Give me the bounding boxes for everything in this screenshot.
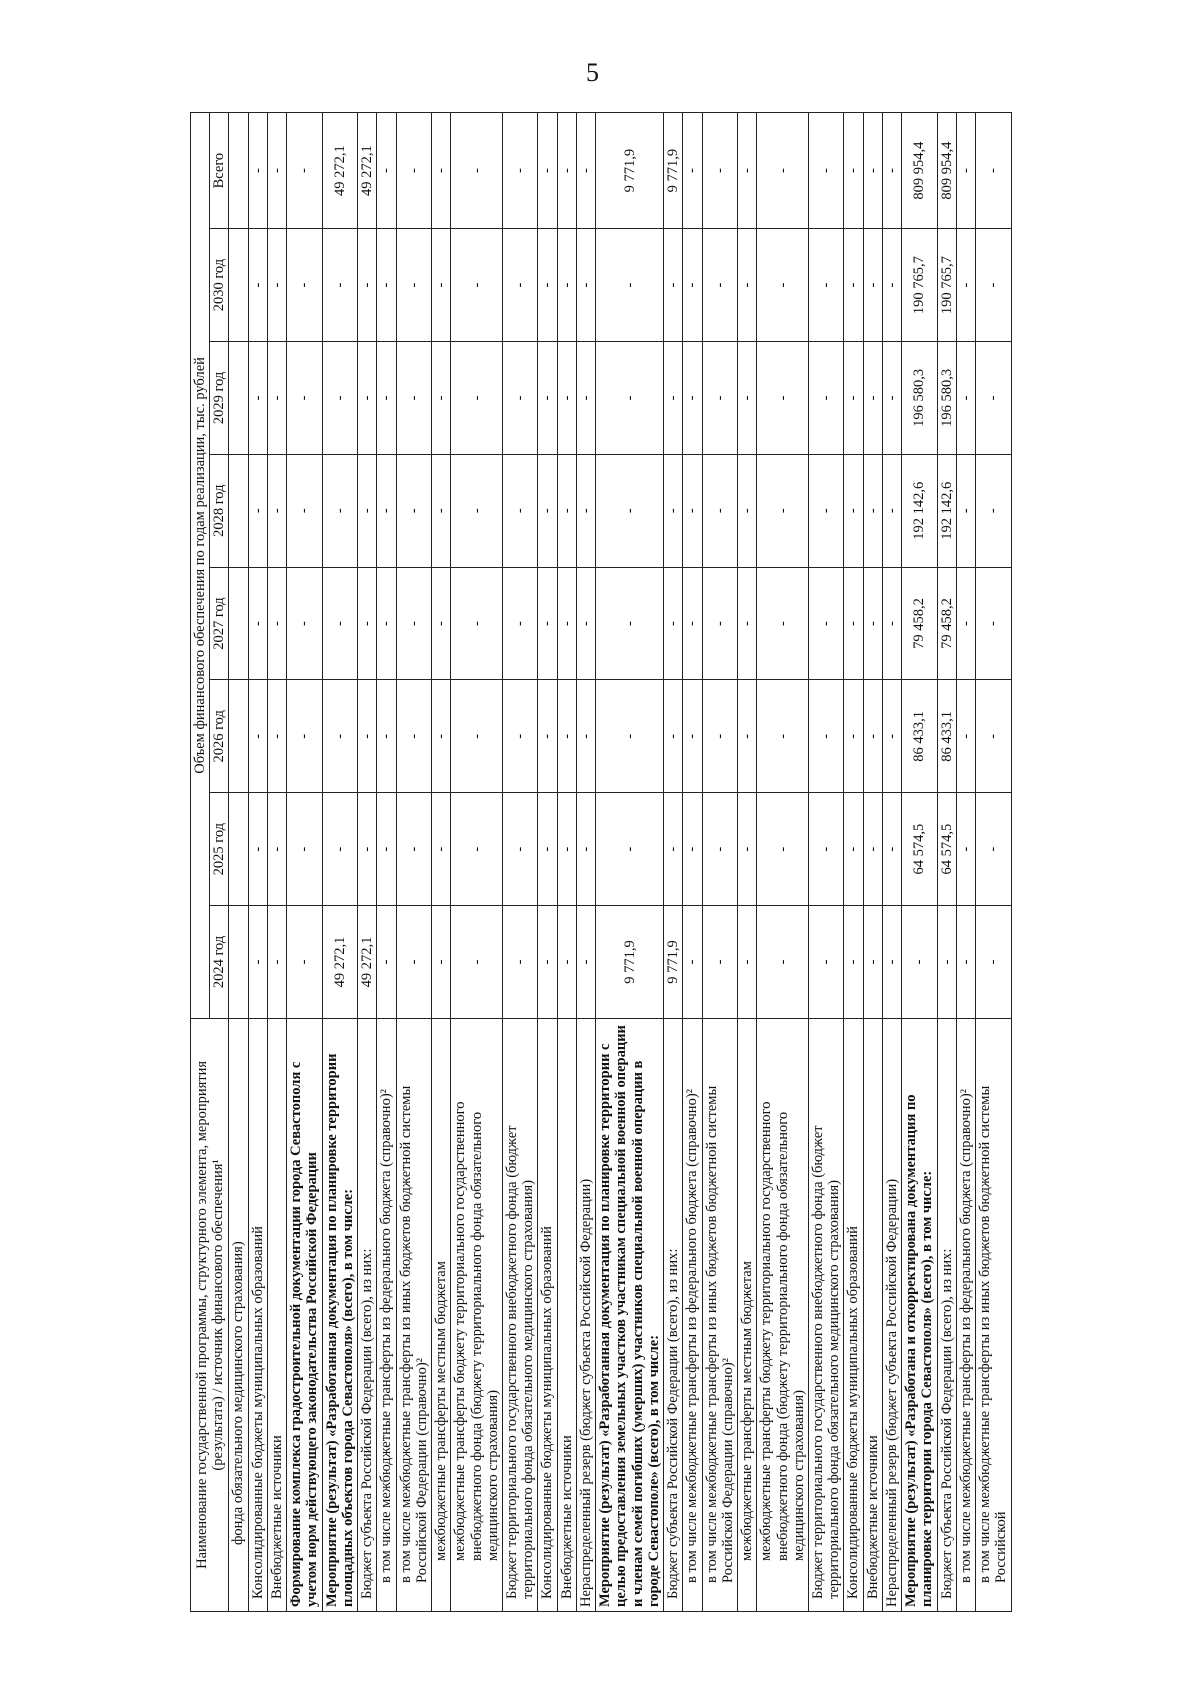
row-value-cell: - — [844, 793, 863, 906]
row-value-cell: - — [738, 680, 757, 793]
table-row — [976, 113, 1011, 1612]
row-value-cell: - — [557, 229, 576, 342]
row-value-cell: - — [451, 567, 503, 680]
row-value-cell: - — [432, 341, 451, 454]
row-total-cell: 9 771,9 — [664, 113, 683, 229]
table-row — [396, 113, 431, 1612]
table-row — [576, 113, 595, 1612]
row-name-cell: Консолидированные бюджеты муниципальных образований — [844, 1018, 863, 1611]
table-row — [863, 113, 882, 1612]
row-value-cell: - — [377, 680, 396, 793]
row-name-cell: межбюджетные трансферты местным бюджетам — [738, 1018, 757, 1611]
row-value-cell: - — [576, 906, 595, 1019]
row-value-cell: 79 458,2 — [937, 567, 956, 680]
row-value-cell: - — [844, 567, 863, 680]
row-value-cell: - — [882, 680, 901, 793]
row-value-cell: - — [702, 906, 737, 1019]
name-column-header: Наименование государственной программы, структурного элемента, мероприятия (результата) / источник финансового обеспечения¹ — [191, 1018, 229, 1611]
year-header: 2026 год — [210, 680, 229, 793]
row-value-cell: - — [576, 454, 595, 567]
row-value-cell: - — [882, 454, 901, 567]
row-value-cell: - — [664, 341, 683, 454]
row-value-cell: - — [596, 454, 664, 567]
row-total-cell: 809 954,4 — [902, 113, 937, 229]
row-value-cell: - — [502, 341, 537, 454]
row-name-cell: межбюджетные трансферты бюджету территориального государственного внебюджетного фонда (бюджету территориального фонда обязательного медицинского страхования) — [757, 1018, 809, 1611]
row-value-cell — [229, 567, 248, 680]
row-total-cell: - — [451, 113, 503, 229]
row-value-cell: - — [808, 341, 843, 454]
row-value-cell: - — [377, 341, 396, 454]
row-value-cell: - — [248, 567, 267, 680]
row-value-cell: - — [377, 793, 396, 906]
row-value-cell: - — [956, 906, 975, 1019]
table-row — [937, 113, 956, 1612]
row-name-cell: межбюджетные трансферты местным бюджетам — [432, 1018, 451, 1611]
row-value-cell: - — [596, 680, 664, 793]
row-value-cell: - — [557, 906, 576, 1019]
row-total-cell: - — [757, 113, 809, 229]
row-value-cell: - — [956, 793, 975, 906]
row-name-cell: Бюджет субъекта Российской Федерации (всего), из них: — [664, 1018, 683, 1611]
row-name-cell: в том числе межбюджетные трансферты из федерального бюджета (справочно)² — [377, 1018, 396, 1611]
row-value-cell: - — [451, 793, 503, 906]
row-total-cell: - — [557, 113, 576, 229]
table-row — [502, 113, 537, 1612]
row-value-cell: - — [844, 906, 863, 1019]
row-value-cell: - — [757, 680, 809, 793]
row-total-cell: - — [287, 113, 322, 229]
row-value-cell: - — [757, 229, 809, 342]
row-total-cell: - — [844, 113, 863, 229]
row-value-cell: - — [538, 454, 557, 567]
row-value-cell: - — [396, 906, 431, 1019]
row-name-cell: в том числе межбюджетные трансферты из иных бюджетов бюджетной системы Российской Федерации (справочно)² — [702, 1018, 737, 1611]
row-value-cell: - — [502, 567, 537, 680]
row-value-cell: - — [322, 567, 357, 680]
row-value-cell: - — [976, 341, 1011, 454]
row-name-cell: Внебюджетные источники — [863, 1018, 882, 1611]
table-row — [267, 113, 286, 1612]
row-value-cell: - — [396, 454, 431, 567]
row-value-cell: - — [738, 793, 757, 906]
row-value-cell: - — [976, 793, 1011, 906]
row-value-cell: - — [538, 341, 557, 454]
row-value-cell: - — [664, 567, 683, 680]
row-name-cell: Внебюджетные источники — [267, 1018, 286, 1611]
table-row — [683, 113, 702, 1612]
row-total-cell: - — [863, 113, 882, 229]
row-value-cell: - — [863, 793, 882, 906]
row-name-cell: Бюджет субъекта Российской Федерации (всего), из них: — [937, 1018, 956, 1611]
row-total-cell: 49 272,1 — [322, 113, 357, 229]
table-row — [902, 113, 937, 1612]
page-number: 5 — [586, 58, 599, 87]
row-value-cell: - — [377, 229, 396, 342]
row-value-cell: - — [702, 793, 737, 906]
row-value-cell: - — [937, 906, 956, 1019]
row-value-cell: 190 765,7 — [902, 229, 937, 342]
row-value-cell: - — [451, 680, 503, 793]
row-value-cell: - — [863, 680, 882, 793]
row-value-cell: - — [882, 793, 901, 906]
row-value-cell: - — [683, 906, 702, 1019]
row-name-cell: Бюджет территориального государственного внебюджетного фонда (бюджет территориального фонда обязательного медицинского страхования) — [502, 1018, 537, 1611]
row-value-cell: - — [576, 793, 595, 906]
row-value-cell: - — [396, 793, 431, 906]
row-total-cell: 9 771,9 — [596, 113, 664, 229]
row-value-cell: - — [738, 454, 757, 567]
row-value-cell: - — [576, 341, 595, 454]
row-value-cell: - — [502, 680, 537, 793]
row-name-cell: Внебюджетные источники — [557, 1018, 576, 1611]
row-value-cell: 192 142,6 — [937, 454, 956, 567]
row-value-cell: - — [738, 567, 757, 680]
row-value-cell: - — [502, 229, 537, 342]
table-row — [557, 113, 576, 1612]
table-row — [757, 113, 809, 1612]
row-value-cell: - — [863, 906, 882, 1019]
row-total-cell: - — [738, 113, 757, 229]
row-value-cell: - — [432, 229, 451, 342]
row-value-cell: - — [683, 454, 702, 567]
row-value-cell: - — [738, 341, 757, 454]
row-value-cell: - — [882, 341, 901, 454]
row-value-cell: - — [956, 567, 975, 680]
row-value-cell: - — [358, 680, 377, 793]
row-total-cell: - — [248, 113, 267, 229]
row-total-cell: - — [538, 113, 557, 229]
row-value-cell: - — [576, 229, 595, 342]
row-value-cell: - — [596, 793, 664, 906]
row-name-cell: Мероприятие (результат) «Разработана и откорректирована документация по планировке территории города Севастополя» (всего), в том числе: — [902, 1018, 937, 1611]
row-total-cell: - — [683, 113, 702, 229]
row-value-cell: - — [248, 793, 267, 906]
row-value-cell: - — [322, 341, 357, 454]
row-value-cell: - — [863, 567, 882, 680]
table-row — [451, 113, 503, 1612]
row-total-cell — [229, 113, 248, 229]
row-value-cell: 79 458,2 — [902, 567, 937, 680]
row-value-cell: - — [664, 454, 683, 567]
row-value-cell: - — [557, 680, 576, 793]
row-total-cell: 49 272,1 — [358, 113, 377, 229]
table-row — [287, 113, 322, 1612]
row-total-cell: 809 954,4 — [937, 113, 956, 229]
row-total-cell: - — [396, 113, 431, 229]
row-value-cell: 196 580,3 — [902, 341, 937, 454]
row-value-cell: - — [358, 567, 377, 680]
row-name-cell: Консолидированные бюджеты муниципальных образований — [248, 1018, 267, 1611]
row-value-cell: 49 272,1 — [322, 906, 357, 1019]
row-value-cell: - — [702, 341, 737, 454]
budget-table — [190, 112, 1012, 1612]
row-value-cell: - — [757, 341, 809, 454]
row-value-cell: - — [248, 341, 267, 454]
row-value-cell: - — [757, 567, 809, 680]
table-row — [596, 113, 664, 1612]
row-value-cell: - — [267, 567, 286, 680]
row-value-cell: - — [287, 793, 322, 906]
row-value-cell: 9 771,9 — [664, 906, 683, 1019]
row-value-cell: - — [863, 341, 882, 454]
row-value-cell: - — [956, 454, 975, 567]
row-value-cell: - — [757, 906, 809, 1019]
row-value-cell: - — [902, 906, 937, 1019]
row-value-cell: - — [248, 454, 267, 567]
table-row — [808, 113, 843, 1612]
row-value-cell: - — [702, 567, 737, 680]
row-value-cell: - — [683, 680, 702, 793]
row-value-cell: - — [322, 454, 357, 567]
row-value-cell: - — [863, 229, 882, 342]
row-value-cell: - — [738, 229, 757, 342]
row-name-cell: Бюджет территориального государственного внебюджетного фонда (бюджет территориального фонда обязательного медицинского страхования) — [808, 1018, 843, 1611]
row-value-cell: - — [976, 567, 1011, 680]
row-value-cell: - — [664, 793, 683, 906]
row-value-cell: - — [267, 793, 286, 906]
row-total-cell: - — [956, 113, 975, 229]
row-value-cell: - — [538, 680, 557, 793]
row-value-cell: - — [683, 229, 702, 342]
row-value-cell: - — [596, 229, 664, 342]
row-value-cell: - — [377, 906, 396, 1019]
row-name-cell: Мероприятие (результат) «Разработанная документация по планировке территории с целью предоставления земельных участков участникам специальной военной операции и членам семей погибших (умерших) участников специальной военной операции в городе Севастополе» (всего), в том числе: — [596, 1018, 664, 1611]
row-value-cell — [229, 680, 248, 793]
row-value-cell: - — [557, 454, 576, 567]
row-value-cell: - — [683, 341, 702, 454]
row-value-cell: - — [502, 906, 537, 1019]
row-total-cell: - — [882, 113, 901, 229]
total-header: Всего — [210, 113, 229, 229]
row-value-cell: - — [377, 454, 396, 567]
row-name-cell: Бюджет субъекта Российской Федерации (всего), из них: — [358, 1018, 377, 1611]
row-name-cell: Консолидированные бюджеты муниципальных образований — [538, 1018, 557, 1611]
row-value-cell: 86 433,1 — [937, 680, 956, 793]
row-value-cell: - — [976, 454, 1011, 567]
row-value-cell: - — [358, 229, 377, 342]
row-value-cell: 64 574,5 — [902, 793, 937, 906]
row-value-cell: - — [287, 341, 322, 454]
row-value-cell: - — [808, 793, 843, 906]
row-value-cell: - — [432, 454, 451, 567]
table-row — [358, 113, 377, 1612]
row-value-cell: - — [538, 229, 557, 342]
row-value-cell: - — [664, 229, 683, 342]
row-value-cell: - — [538, 567, 557, 680]
row-value-cell: - — [863, 454, 882, 567]
row-value-cell: - — [956, 341, 975, 454]
row-value-cell: 196 580,3 — [937, 341, 956, 454]
row-value-cell: - — [882, 906, 901, 1019]
row-value-cell: - — [808, 680, 843, 793]
row-value-cell — [229, 229, 248, 342]
row-value-cell: - — [396, 567, 431, 680]
row-name-cell: в том числе межбюджетные трансферты из иных бюджетов бюджетной системы Российской — [976, 1018, 1011, 1611]
row-value-cell: - — [757, 454, 809, 567]
table-row — [248, 113, 267, 1612]
row-name-cell: Формирование комплекса градостроительной документации города Севастополя с учетом норм действующего законодательства Российской Федерации — [287, 1018, 322, 1611]
row-value-cell: - — [844, 680, 863, 793]
year-header: 2029 год — [210, 341, 229, 454]
year-header: 2030 год — [210, 229, 229, 342]
row-value-cell: 190 765,7 — [937, 229, 956, 342]
table-row — [882, 113, 901, 1612]
row-value-cell: - — [557, 567, 576, 680]
year-header: 2025 год — [210, 793, 229, 906]
row-name-cell: Мероприятие (результат) «Разработанная документация по планировке территории площадных объектов города Севастополя» (всего), в том числе: — [322, 1018, 357, 1611]
table-row — [377, 113, 396, 1612]
row-value-cell: 64 574,5 — [937, 793, 956, 906]
row-value-cell: - — [683, 567, 702, 680]
row-value-cell — [229, 906, 248, 1019]
row-value-cell: - — [956, 680, 975, 793]
funding-group-header: Объем финансового обеспечения по годам реализации, тыс. рублей — [191, 113, 210, 1019]
row-value-cell: 49 272,1 — [358, 906, 377, 1019]
row-value-cell: - — [322, 229, 357, 342]
row-value-cell: - — [432, 680, 451, 793]
row-value-cell: - — [451, 229, 503, 342]
row-value-cell: - — [248, 229, 267, 342]
row-value-cell: - — [287, 454, 322, 567]
row-value-cell: - — [396, 680, 431, 793]
row-value-cell: - — [432, 567, 451, 680]
row-value-cell: - — [267, 906, 286, 1019]
table-header — [191, 113, 229, 1612]
row-total-cell: - — [702, 113, 737, 229]
row-value-cell: - — [882, 567, 901, 680]
row-name-cell: фонда обязательного медицинского страхования) — [229, 1018, 248, 1611]
row-value-cell: - — [248, 680, 267, 793]
row-value-cell: - — [396, 341, 431, 454]
table-row — [432, 113, 451, 1612]
row-value-cell: - — [576, 567, 595, 680]
row-value-cell: - — [956, 229, 975, 342]
row-value-cell: - — [557, 341, 576, 454]
table-row — [229, 113, 248, 1612]
row-value-cell: - — [451, 341, 503, 454]
row-total-cell: - — [976, 113, 1011, 229]
row-value-cell: - — [976, 229, 1011, 342]
row-value-cell: - — [576, 680, 595, 793]
row-value-cell: - — [538, 793, 557, 906]
row-value-cell: - — [287, 229, 322, 342]
row-value-cell: - — [396, 229, 431, 342]
row-value-cell: - — [287, 680, 322, 793]
year-header: 2027 год — [210, 567, 229, 680]
row-value-cell — [229, 454, 248, 567]
row-value-cell: - — [432, 793, 451, 906]
row-value-cell: - — [702, 229, 737, 342]
row-name-cell: в том числе межбюджетные трансферты из иных бюджетов бюджетной системы Российской Федерации (справочно)² — [396, 1018, 431, 1611]
row-value-cell: - — [451, 906, 503, 1019]
row-value-cell: - — [808, 906, 843, 1019]
table-row — [738, 113, 757, 1612]
row-value-cell: - — [358, 341, 377, 454]
table-row — [664, 113, 683, 1612]
row-value-cell: - — [976, 906, 1011, 1019]
row-value-cell: - — [738, 906, 757, 1019]
row-value-cell: - — [976, 680, 1011, 793]
row-value-cell: - — [808, 229, 843, 342]
row-value-cell: - — [702, 680, 737, 793]
row-value-cell: - — [248, 906, 267, 1019]
row-value-cell: - — [844, 229, 863, 342]
row-value-cell: 86 433,1 — [902, 680, 937, 793]
row-total-cell: - — [267, 113, 286, 229]
row-value-cell: - — [757, 793, 809, 906]
row-value-cell: - — [557, 793, 576, 906]
row-total-cell: - — [432, 113, 451, 229]
row-value-cell: - — [322, 680, 357, 793]
row-name-cell: в том числе межбюджетные трансферты из федерального бюджета (справочно)² — [956, 1018, 975, 1611]
row-value-cell: - — [683, 793, 702, 906]
table-row — [956, 113, 975, 1612]
row-value-cell: - — [377, 567, 396, 680]
row-name-cell: межбюджетные трансферты бюджету территориального государственного внебюджетного фонда (бюджету территориального фонда обязательного медицинского страхования) — [451, 1018, 503, 1611]
row-value-cell: - — [267, 454, 286, 567]
row-value-cell: - — [844, 341, 863, 454]
row-value-cell — [229, 793, 248, 906]
row-total-cell: - — [502, 113, 537, 229]
row-value-cell: - — [702, 454, 737, 567]
table-row — [702, 113, 737, 1612]
row-value-cell: - — [287, 906, 322, 1019]
row-value-cell: - — [267, 229, 286, 342]
year-header: 2028 год — [210, 454, 229, 567]
row-value-cell: 192 142,6 — [902, 454, 937, 567]
row-value-cell: - — [432, 906, 451, 1019]
row-value-cell: - — [664, 680, 683, 793]
row-value-cell — [229, 341, 248, 454]
row-value-cell: - — [502, 454, 537, 567]
year-header: 2024 год — [210, 906, 229, 1019]
row-total-cell: - — [808, 113, 843, 229]
row-value-cell: - — [267, 341, 286, 454]
row-value-cell: - — [267, 680, 286, 793]
row-value-cell: - — [596, 567, 664, 680]
row-value-cell: - — [358, 454, 377, 567]
row-value-cell: - — [882, 229, 901, 342]
table-row — [844, 113, 863, 1612]
row-value-cell: - — [502, 793, 537, 906]
row-total-cell: - — [576, 113, 595, 229]
row-value-cell: - — [844, 454, 863, 567]
rotated-table-container — [190, 112, 1090, 1612]
row-value-cell: 9 771,9 — [596, 906, 664, 1019]
row-value-cell: - — [538, 906, 557, 1019]
row-value-cell: - — [358, 793, 377, 906]
row-name-cell: Нераспределенный резерв (бюджет субъекта Российской Федерации) — [882, 1018, 901, 1611]
row-total-cell: - — [377, 113, 396, 229]
row-value-cell: - — [287, 567, 322, 680]
row-value-cell: - — [596, 341, 664, 454]
row-value-cell: - — [808, 567, 843, 680]
row-value-cell: - — [322, 793, 357, 906]
table-body — [229, 113, 1011, 1612]
row-value-cell: - — [808, 454, 843, 567]
row-name-cell: Нераспределенный резерв (бюджет субъекта Российской Федерации) — [576, 1018, 595, 1611]
row-value-cell: - — [451, 454, 503, 567]
row-name-cell: в том числе межбюджетные трансферты из федерального бюджета (справочно)² — [683, 1018, 702, 1611]
table-row — [322, 113, 357, 1612]
table-row — [538, 113, 557, 1612]
